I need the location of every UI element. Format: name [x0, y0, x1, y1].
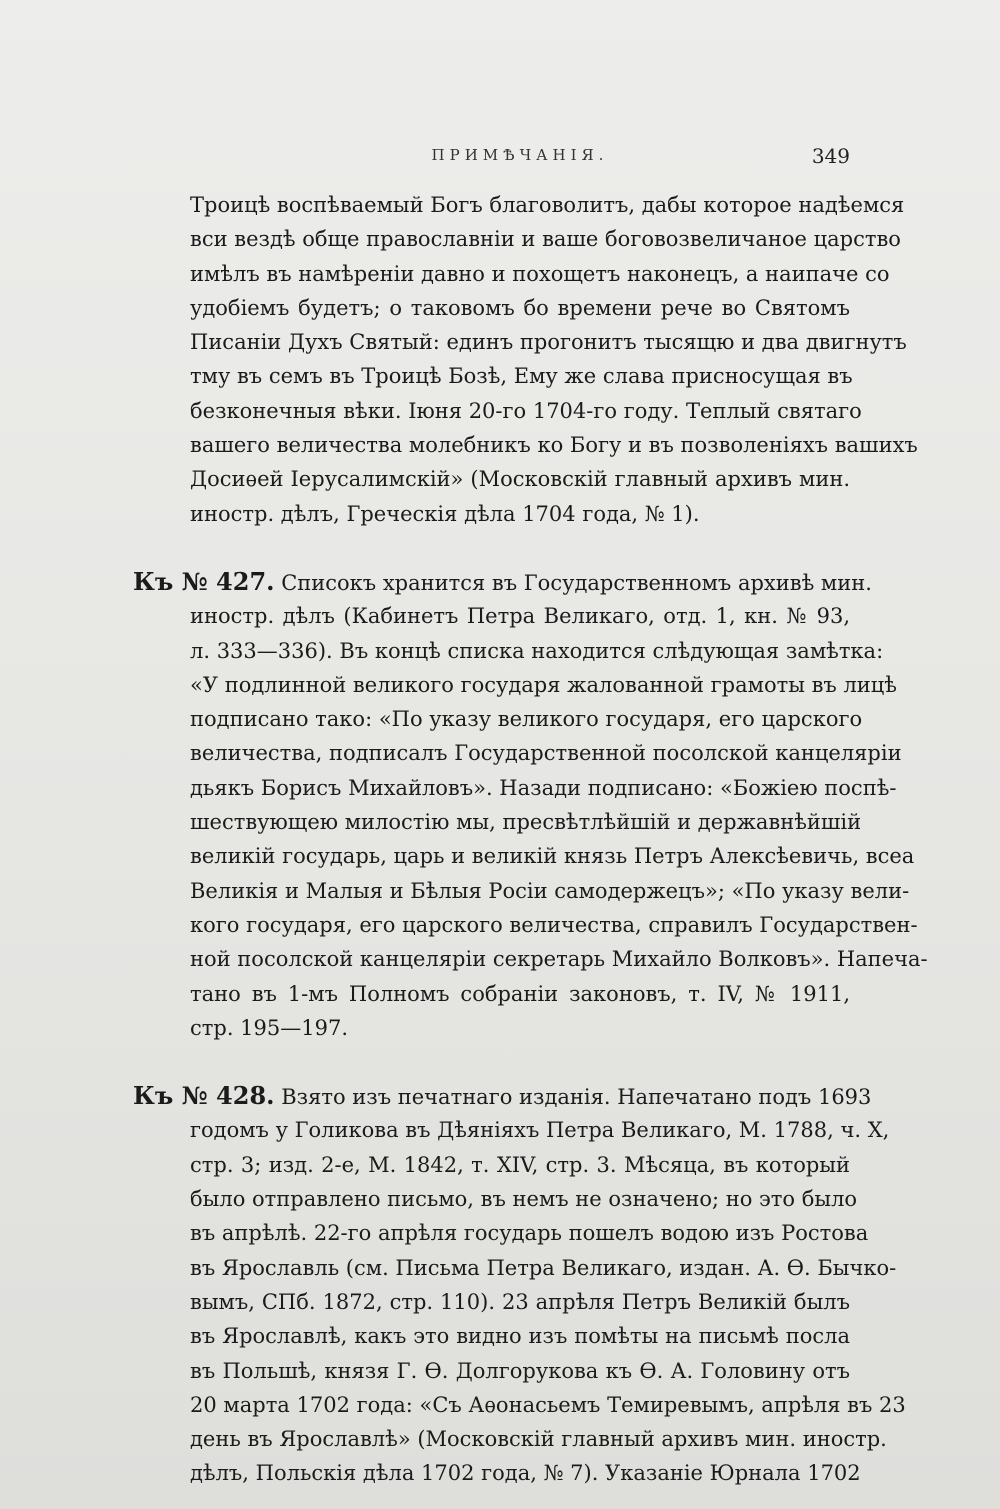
- text-line: въ Ярославль (см. Письма Петра Великаго, издан. А. Ѳ. Бычко-: [190, 1255, 897, 1280]
- text-line: вымъ, СПб. 1872, стр. 110). 23 апрѣля Петръ Великій былъ: [190, 1289, 850, 1314]
- text-line: тано въ 1-мъ Полномъ собраніи законовъ, т. IV, № 1911,: [190, 981, 850, 1006]
- text-line: дьякъ Борисъ Михайловъ». Назади подписано: «Божіею поспѣ-: [190, 775, 897, 800]
- text-line: Троицѣ воспѣваемый Богъ благоволитъ, дабы которое надѣемся: [190, 193, 905, 217]
- text-line: Досиѳей Іерусалимскій» (Московскій главный архивъ мин.: [190, 467, 850, 492]
- text-line: въ Ярославлѣ, какъ это видно изъ помѣты на письмѣ посла: [190, 1324, 850, 1349]
- text-line: было отправлено письмо, въ немъ не означено; но это было: [190, 1187, 858, 1212]
- text-line: стр. 3; изд. 2-е, М. 1842, т. XIV, стр. 3. Мѣсяца, въ который: [190, 1152, 850, 1177]
- text-line: Великія и Малыя и Бѣлыя Росіи самодержецъ»; «По указу вели-: [190, 878, 910, 903]
- text-line: день въ Ярославлѣ» (Московскій главный архивъ мин. иностр.: [190, 1427, 887, 1452]
- text-line: л. 333—336). Въ концѣ списка находится слѣдующая замѣтка:: [190, 638, 884, 663]
- note-first-line-text: Списокъ хранится въ Государственномъ архивѣ мин.: [281, 570, 872, 595]
- text-line: иностр. дѣлъ, Греческія дѣла 1704 года, № 1).: [190, 501, 700, 526]
- paragraph-gap: [190, 1045, 850, 1079]
- note-label: Къ № 427.: [133, 566, 275, 596]
- text-line: вси вездѣ обще православніи и ваше боговозвеличаное царство: [190, 227, 901, 252]
- text-line: кого государя, его царского величества, справилъ Государствен-: [190, 912, 918, 937]
- continued-paragraph: [190, 188, 918, 531]
- text-line: вашего величества молебникъ ко Богу и въ позволеніяхъ вашихъ: [190, 433, 918, 458]
- text-line: 20 марта 1702 года: «Съ Аѳонасьемъ Темиревымъ, апрѣля въ 23: [190, 1392, 906, 1417]
- note-heading-line: [133, 565, 872, 599]
- text-line: въ Польшѣ, князя Г. Ѳ. Долгорукова къ Ѳ. А. Головину отъ: [190, 1358, 850, 1383]
- text-line: имѣлъ въ намѣреніи давно и похощетъ наконецъ, а наипаче со: [190, 261, 890, 286]
- note-first-line-text: Взято изъ печатнаго изданія. Напечатано подъ 1693: [281, 1085, 872, 1110]
- text-line: иностр. дѣлъ (Кабинетъ Петра Великаго, отд. 1, кн. № 93,: [190, 604, 850, 629]
- text-line: величества, подписалъ Государственной посолской канцеляріи: [190, 741, 902, 766]
- text-line: ной посолской канцеляріи секретарь Михайло Волковъ». Напеча-: [190, 947, 928, 972]
- text-line: дѣлъ, Польскія дѣла 1702 года, № 7). Указаніе Юрнала 1702: [190, 1461, 861, 1486]
- running-title: ПРИМѢЧАНІЯ.: [431, 146, 609, 164]
- running-head: [190, 146, 850, 170]
- text-line: тму въ семъ въ Троицѣ Бозѣ, Ему же слава присносущая въ: [190, 364, 853, 389]
- main-text: [133, 188, 928, 1491]
- paragraph-gap: [190, 531, 850, 565]
- note-heading-line: [133, 1079, 872, 1113]
- note-label: Къ № 428.: [133, 1081, 275, 1111]
- text-line: стр. 195—197.: [190, 1015, 349, 1040]
- text-line: годомъ у Голикова въ Дѣяніяхъ Петра Великаго, М. 1788, ч. X,: [190, 1118, 890, 1143]
- text-line: Писаніи Духъ Святый: единъ прогонитъ тысящю и два двигнутъ: [190, 330, 907, 355]
- text-line: удобіемъ будетъ; о таковомъ бо времени рече во Святомъ: [190, 295, 850, 320]
- text-line: безконечныя вѣки. Іюня 20-го 1704-го году. Теплый святаго: [190, 398, 862, 423]
- note-428: [133, 1079, 906, 1491]
- text-line: великій государь, царь и великій князь Петръ Алексѣевичь, всеа: [190, 844, 915, 869]
- text-line: «У подлинной великого государя жалованной грамоты въ лицѣ: [190, 672, 897, 697]
- text-line: въ апрѣлѣ. 22-го апрѣля государь пошелъ водою изъ Ростова: [190, 1221, 869, 1246]
- text-line: подписано тако: «По указу великого государя, его царского: [190, 707, 863, 732]
- text-line: шествующею милостію мы, пресвѣтлѣйшій и державнѣйшій: [190, 810, 862, 835]
- page-number: 349: [811, 144, 850, 168]
- note-427: [133, 565, 928, 1045]
